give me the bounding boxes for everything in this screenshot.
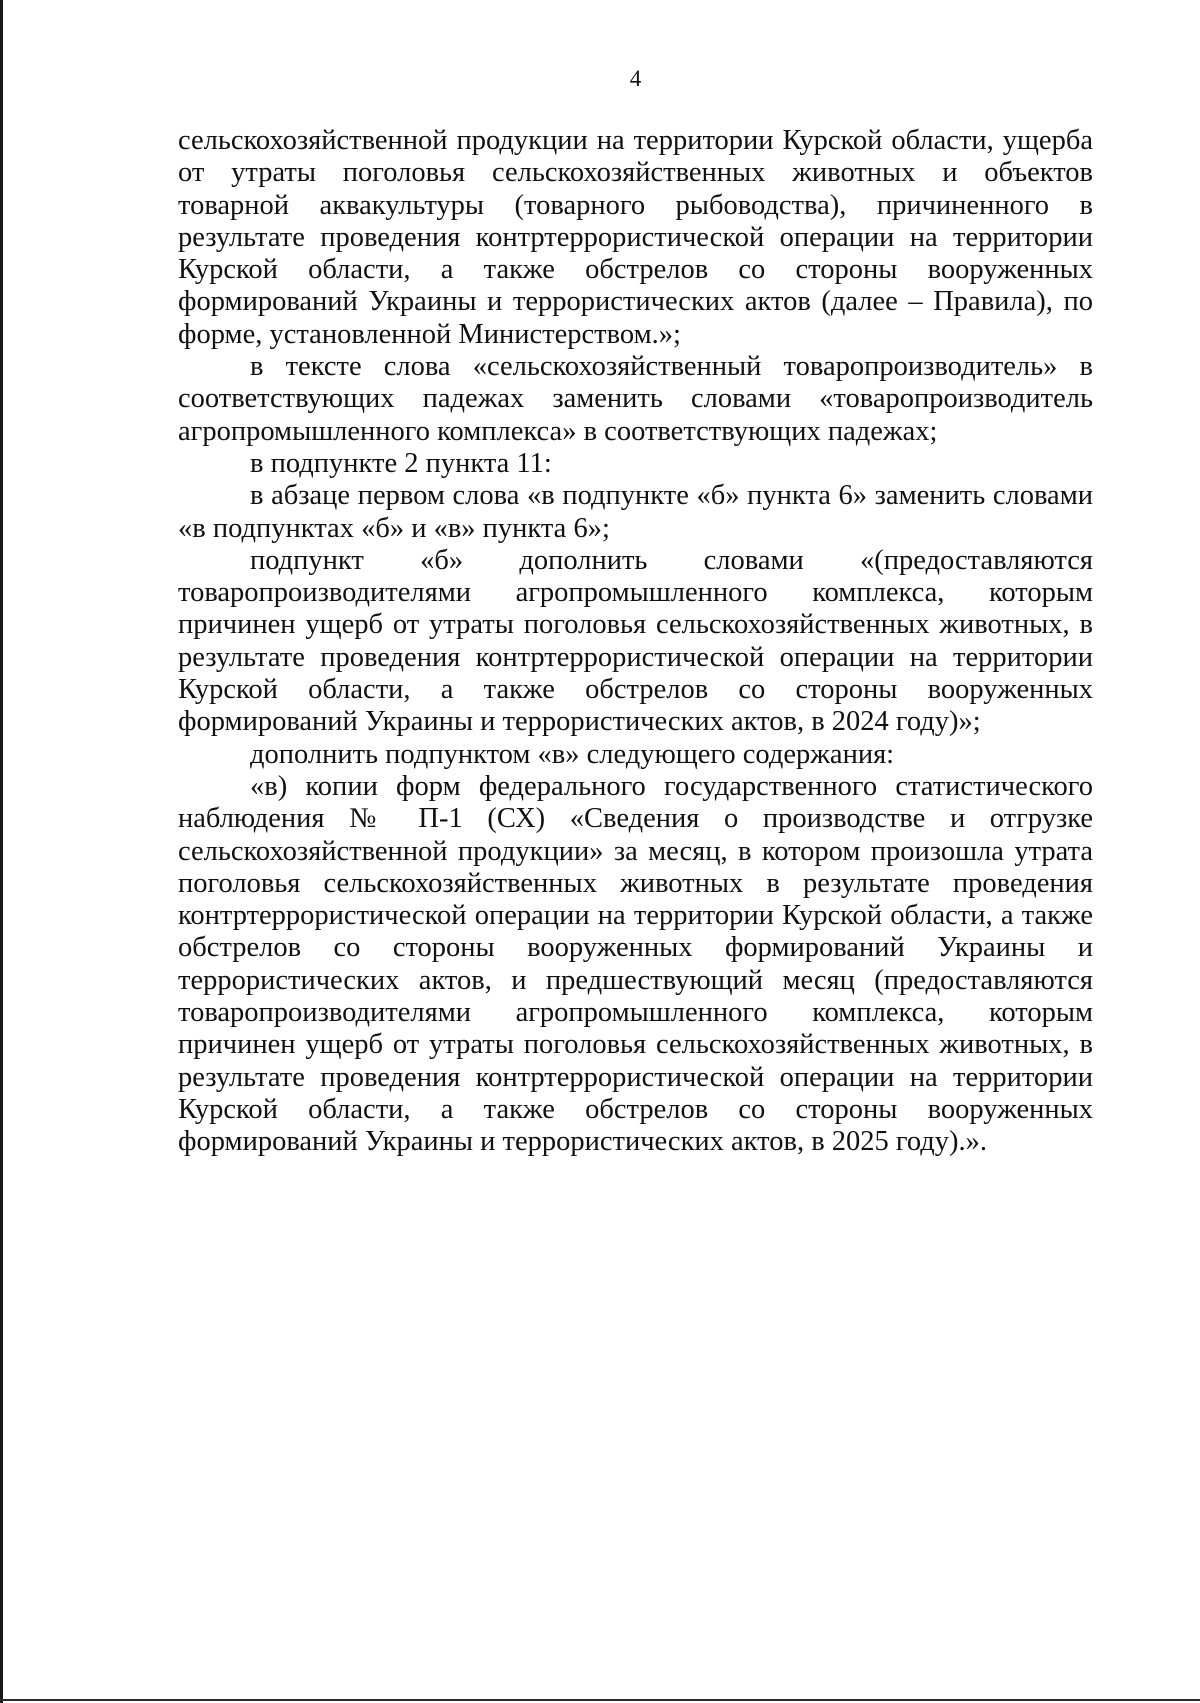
scan-edge-left <box>0 0 3 1703</box>
paragraph-text-replacement: в тексте слова «сельскохозяйственный товаропроизводитель» в соответствующих падежах заменить словами «товаропроизводитель агропромышленного комплекса» в соответствующих падежах; <box>178 351 1093 447</box>
paragraph-subpoint-v-content: «в) копии форм федерального государственного статистического наблюдения № П-1 (СХ) «Сведения о производстве и отгрузке сельскохозяйственной продукции» за месяц, в котором произошла утрата поголовья сельскохозяйственных животных в результате проведения контртеррористической операции на территории Курской области, а также обстрелов со стороны вооруженных формирований Украины и террористических актов, и предшествующий месяц (предоставляются товаропроизводителями агропромышленного комплекса, которым причинен ущерб от утраты поголовья сельскохозяйственных животных, в результате проведения контртеррористической операции на территории Курской области, а также обстрелов со стороны вооруженных формирований Украины и террористических актов, в 2025 году).». <box>178 770 1093 1158</box>
document-body <box>178 125 1093 1159</box>
paragraph-subpoint-b: подпункт «б» дополнить словами «(предоставляются товаропроизводителями агропромышленного комплекса, которым причинен ущерб от утраты поголовья сельскохозяйственных животных, в результате проведения контртеррористической операции на территории Курской области, а также обстрелов со стороны вооруженных формирований Украины и террористических актов, в 2024 году)»; <box>178 544 1093 738</box>
scan-edge-bottom <box>0 1699 1200 1701</box>
paragraph-first-abzac: в абзаце первом слова «в подпункте «б» пункта 6» заменить словами «в подпунктах «б» и «в» пункта 6»; <box>178 480 1093 544</box>
paragraph-subpoint-2: в подпункте 2 пункта 11: <box>250 447 552 479</box>
paragraph-continuation: сельскохозяйственной продукции на территории Курской области, ущерба от утраты поголовья сельскохозяйственных животных и объектов товарной аквакультуры (товарного рыбоводства), причиненного в результате проведения контртеррористической операции на территории Курской области, а также обстрелов со стороны вооруженных формирований Украины и террористических актов (далее – Правила), по форме, установленной Министерством.»; <box>178 125 1093 350</box>
paragraph-add-subpoint-v: дополнить подпунктом «в» следующего содержания: <box>250 738 895 770</box>
page-number: 4 <box>629 66 642 91</box>
